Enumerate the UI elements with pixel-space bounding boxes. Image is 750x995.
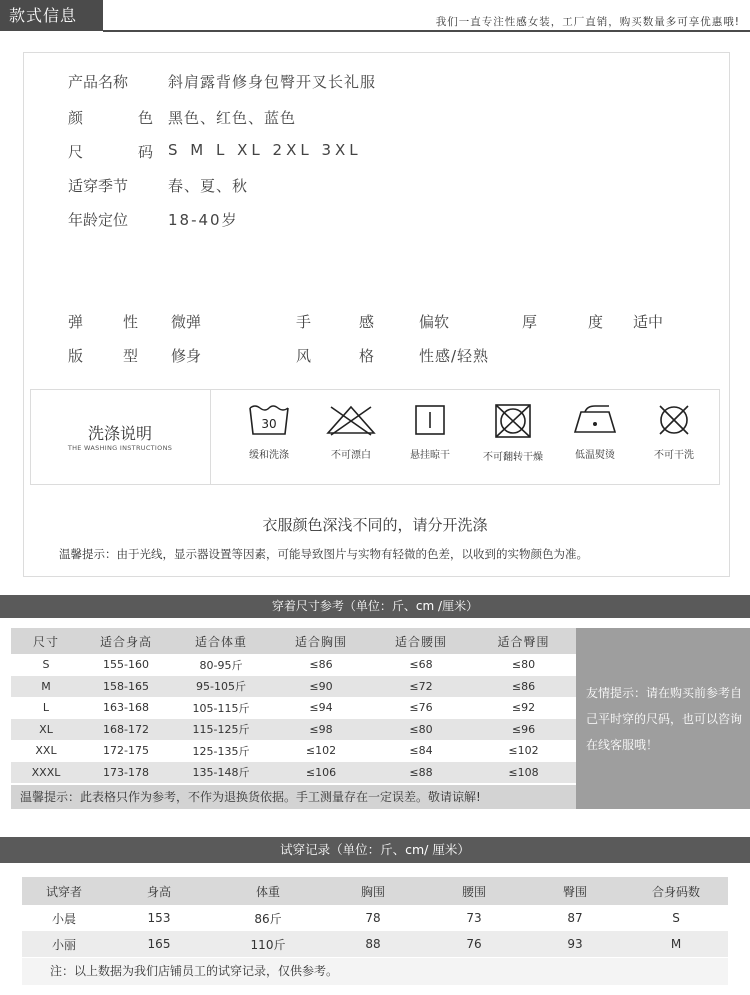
- size-col-header: 适合体重: [171, 628, 271, 654]
- trial-cell: 78: [324, 905, 422, 931]
- info-label: 适穿季节: [68, 177, 129, 195]
- separate-wash-note: 衣服颜色深浅不同的，请分开洗涤: [262, 516, 488, 534]
- trial-cell: 153: [106, 905, 212, 931]
- attr-style-value: 性感/轻熟: [419, 347, 490, 365]
- size-section-bar: 穿着尺寸参考（单位：斤、cm /厘米）: [0, 595, 750, 618]
- info-label: 颜 色: [68, 109, 153, 127]
- attr-style-label: 风 格: [296, 347, 374, 365]
- size-col-header: 适合身高: [81, 628, 171, 654]
- no-tumble-dry-icon: [493, 402, 533, 440]
- wash-label: 低温熨烫: [575, 450, 615, 461]
- wash-item: [385, 402, 475, 461]
- info-value: S M L XL 2XL 3XL: [168, 141, 362, 159]
- size-cell: ≤84: [409, 744, 433, 758]
- wash-item: [306, 402, 396, 461]
- trial-col-header: 胸围: [324, 877, 422, 905]
- trial-cell: 86斤: [212, 905, 324, 931]
- trial-col-header: 臀围: [526, 877, 624, 905]
- trial-col-header: 合身码数: [624, 877, 728, 905]
- attr-feel-label: 手 感: [296, 313, 374, 331]
- size-row: [11, 654, 576, 676]
- size-cell: ≤90: [271, 676, 371, 698]
- trial-table: [22, 877, 728, 957]
- trial-cell: 93: [526, 931, 624, 957]
- trial-col-header: 身高: [106, 877, 212, 905]
- wash-30-icon: [247, 402, 291, 438]
- size-cell: ≤96: [471, 719, 576, 741]
- washing-subtitle: THE WASHING INSTRUCTIONS: [67, 444, 173, 452]
- size-cell: ≤86: [471, 676, 576, 698]
- size-cell: ≤102: [305, 744, 337, 758]
- size-row: [11, 740, 576, 762]
- size-table: [11, 628, 576, 783]
- size-col-header: 适合腰围: [371, 628, 471, 654]
- color-tip: 温馨提示：由于光线，显示器设置等因素，可能导致图片与实物有轻微的色差，以收到的实物颜色为准。: [59, 547, 588, 561]
- info-label: 尺 码: [68, 143, 153, 161]
- attr-fit-value: 修身: [171, 347, 202, 365]
- size-cell: ≤94: [309, 701, 333, 715]
- info-value: 黑色、红色、蓝色: [168, 109, 297, 127]
- trial-col-header: 腰围: [422, 877, 526, 905]
- trial-cell: 小丽: [22, 931, 106, 957]
- section-tab-style-info: 款式信息: [0, 0, 103, 31]
- trial-col-header: 试穿者: [22, 877, 106, 905]
- info-value: 斜肩露背修身包臀开叉长礼服: [168, 73, 377, 91]
- wash-item: [629, 402, 719, 461]
- size-cell: 158-165: [81, 676, 171, 698]
- trial-section-bar: 试穿记录（单位：斤、cm/ 厘米）: [0, 837, 750, 863]
- info-label: 年龄定位: [68, 211, 129, 229]
- trial-cell: 73: [422, 905, 526, 931]
- trial-cell: 87: [526, 905, 624, 931]
- attr-thickness-value: 适中: [633, 313, 664, 331]
- wash-label: 缓和洗涤: [249, 450, 289, 461]
- size-cell: ≤106: [271, 762, 371, 784]
- trial-table-wrap: [22, 877, 728, 957]
- size-cell: L: [42, 701, 50, 715]
- size-cell: ≤86: [309, 658, 333, 672]
- size-cell: ≤72: [371, 676, 471, 698]
- size-cell: 80-95斤: [199, 658, 243, 672]
- size-cell: ≤80: [511, 658, 536, 672]
- size-cell: 155-160: [103, 658, 149, 672]
- size-cell: 115-125斤: [171, 719, 271, 741]
- hang-dry-icon: [412, 402, 448, 438]
- size-cell: XXXL: [11, 762, 81, 784]
- size-cell: 168-172: [81, 719, 171, 741]
- washing-divider: [210, 389, 211, 485]
- header-divider: [103, 30, 750, 32]
- wash-label: 悬挂晾干: [410, 450, 450, 461]
- size-cell: S: [42, 658, 50, 672]
- info-label: 产品名称: [68, 73, 129, 91]
- size-cell: 173-178: [81, 762, 171, 784]
- attr-fit-label: 版 型: [68, 347, 138, 365]
- size-cell: ≤92: [511, 701, 536, 715]
- size-cell: ≤80: [371, 719, 471, 741]
- attr-elasticity-label: 弹 性: [68, 313, 138, 331]
- size-cell: 105-115斤: [192, 701, 250, 715]
- washing-title: 洗涤说明: [87, 424, 152, 443]
- size-cell: ≤88: [371, 762, 471, 784]
- size-table-wrap: [11, 628, 576, 783]
- size-col-header: 适合胸围: [271, 628, 371, 654]
- wash-item: [550, 402, 640, 461]
- size-cell: 163-168: [103, 701, 149, 715]
- trial-cell: 88: [324, 931, 422, 957]
- trial-note: 注：以上数据为我们店铺员工的试穿记录，仅供参考。: [22, 958, 728, 985]
- size-table-note: 温馨提示：此表格只作为参考，不作为退换货依据。手工测量存在一定误差。敬请谅解!: [11, 785, 576, 809]
- no-bleach-icon: [325, 402, 377, 438]
- trial-cell: 165: [106, 931, 212, 957]
- size-cell: 135-148斤: [171, 762, 271, 784]
- wash-label: 不可干洗: [654, 450, 694, 461]
- attr-elasticity-value: 微弹: [171, 313, 202, 331]
- size-cell: ≤76: [409, 701, 433, 715]
- trial-cell: 110斤: [212, 931, 324, 957]
- size-col-header: 尺寸: [11, 628, 81, 654]
- trial-cell: 76: [422, 931, 526, 957]
- size-cell: M: [11, 676, 81, 698]
- trial-cell: 小晨: [22, 905, 106, 931]
- trial-cell: M: [624, 931, 728, 957]
- attr-thickness-label: 厚 度: [522, 313, 603, 331]
- wash-label: 不可漂白: [331, 450, 371, 461]
- size-cell: 95-105斤: [171, 676, 271, 698]
- size-cell: XXL: [35, 744, 57, 758]
- wash-label: 不可翻转干燥: [483, 452, 543, 463]
- info-value: 18-40岁: [168, 211, 239, 229]
- size-cell: 172-175: [103, 744, 149, 758]
- wash-item: [224, 402, 314, 461]
- size-cell: ≤102: [508, 744, 539, 758]
- size-cell: ≤98: [271, 719, 371, 741]
- size-cell: ≤68: [409, 658, 433, 672]
- size-row: [11, 719, 576, 741]
- info-value: 春、夏、秋: [168, 177, 249, 195]
- trial-row: [22, 905, 728, 931]
- trial-row: [22, 931, 728, 957]
- trial-col-header: 体重: [212, 877, 324, 905]
- size-cell: ≤108: [471, 762, 576, 784]
- wash-item: [468, 402, 558, 463]
- attr-feel-value: 偏软: [419, 313, 450, 331]
- no-dry-clean-icon: [655, 402, 693, 438]
- friendly-tip-box: 友情提示：请在购买前参考自己平时穿的尺码，也可以咨询在线客服哦！: [576, 628, 750, 809]
- size-cell: XL: [11, 719, 81, 741]
- size-row: [11, 762, 576, 784]
- wash-temp-text: 30: [261, 417, 277, 431]
- size-cell: 125-135斤: [192, 744, 250, 758]
- trial-cell: S: [624, 905, 728, 931]
- size-row: [11, 697, 576, 719]
- header-slogan: 我们一直专注性感女装，工厂直销，购买数量多可享优惠哦!: [435, 16, 740, 28]
- size-col-header: 适合臀围: [471, 628, 576, 654]
- low-iron-icon: [571, 402, 619, 438]
- size-row: [11, 676, 576, 698]
